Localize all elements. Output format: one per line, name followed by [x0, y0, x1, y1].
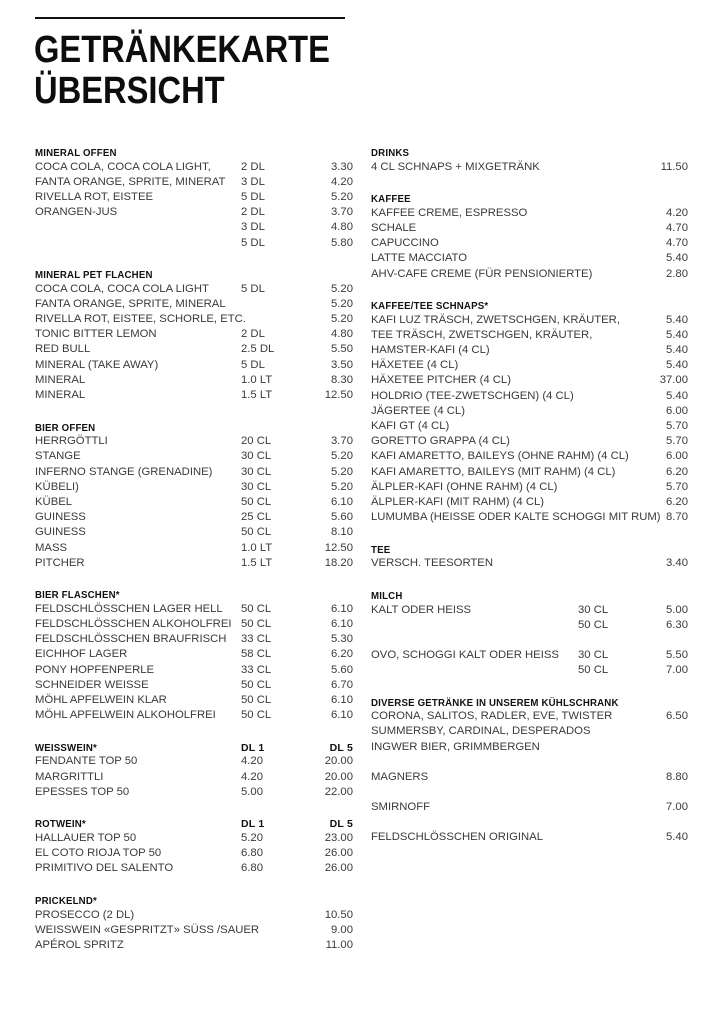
- item-name: LATTE MACCIATO: [371, 252, 468, 265]
- item-name: HÄXETEE (4 CL): [371, 359, 459, 372]
- menu-item-row: [35, 220, 353, 235]
- section-heading: [35, 738, 353, 754]
- section-heading: [371, 693, 688, 709]
- menu-item-row: [35, 357, 353, 372]
- menu-item-row: [35, 754, 353, 769]
- section-diverse: [371, 693, 688, 845]
- item-name: EPESSES TOP 50: [35, 785, 130, 798]
- item-size: 4.20: [241, 770, 263, 783]
- item-name: APÉROL SPRITZ: [35, 938, 124, 951]
- item-name: FELDSCHLÖSSCHEN ALKOHOLFREI: [35, 618, 232, 631]
- item-name: KAFI AMARETTO, BAILEYS (MIT RAHM) (4 CL): [371, 465, 616, 478]
- section-heading: [35, 585, 353, 601]
- menu-item-row: [371, 434, 688, 449]
- menu-item-row: [35, 464, 353, 479]
- menu-item-row: [35, 632, 353, 647]
- item-name: EICHHOF LAGER: [35, 648, 128, 661]
- menu-item-row: [35, 769, 353, 784]
- item-name: KAFI AMARETTO, BAILEYS (OHNE RAHM) (4 CL): [371, 450, 629, 463]
- item-name: RIVELLA ROT, EISTEE, SCHORLE, ETC.: [35, 313, 246, 326]
- item-name: JÄGERTEE (4 CL): [371, 404, 465, 417]
- menu-item-row: [371, 479, 688, 494]
- item-price: 11.50: [660, 160, 688, 173]
- menu-item-row: [35, 784, 353, 799]
- item-size: 1.0 LT: [241, 541, 273, 554]
- section-mineral-pet-flaschen: [35, 265, 353, 403]
- section-title: KAFFEE/TEE SCHNAPS*: [371, 300, 489, 313]
- item-price: 5.30: [331, 633, 353, 646]
- item-price: 9.00: [331, 923, 353, 936]
- item-name: FANTA ORANGE, SPRITE, MINERAL: [35, 297, 226, 310]
- spacer: [371, 815, 688, 830]
- item-size: 50 CL: [241, 694, 272, 707]
- item-price: 12.50: [324, 541, 353, 554]
- section-title: DRINKS: [371, 147, 410, 159]
- menu-item-row: [371, 449, 688, 464]
- item-name: PONY HOPFENPERLE: [35, 663, 155, 676]
- item-size: 1.0 LT: [241, 373, 273, 386]
- item-size: 50 CL: [241, 709, 272, 722]
- item-price: 5.20: [331, 282, 353, 295]
- item-price: 5.20: [331, 465, 353, 478]
- menu-item-row: [371, 556, 688, 571]
- item-name: RED BULL: [35, 343, 91, 356]
- item-name: STANGE: [35, 450, 81, 463]
- item-name: GUINESS: [35, 511, 86, 524]
- item-name: SCHALE: [371, 221, 417, 234]
- item-price: 6.20: [666, 495, 688, 508]
- menu-item-row: [371, 617, 688, 632]
- item-size: 50 CL: [578, 618, 609, 631]
- section-title: WEISSWEIN*: [35, 741, 97, 754]
- item-name: KALT ODER HEISS: [371, 603, 472, 616]
- item-price: 7.00: [666, 801, 688, 814]
- item-name: ÄLPLER-KAFI (OHNE RAHM) (4 CL): [371, 480, 558, 493]
- item-size: 30 CL: [241, 465, 272, 478]
- section-prickelnd: [35, 891, 353, 953]
- section-mineral-offen: [35, 143, 353, 250]
- section-weisswein: [35, 738, 353, 800]
- menu-item-row: [371, 709, 688, 724]
- item-price: 4.20: [331, 175, 353, 188]
- item-name: GUINESS: [35, 526, 86, 539]
- item-name: RIVELLA ROT, EISTEE: [35, 190, 154, 203]
- item-size: 30 CL: [578, 648, 609, 661]
- menu-item-row: [35, 327, 353, 342]
- menu-item-row: [35, 830, 353, 845]
- menu-item-row: [35, 708, 353, 723]
- section-title: MINERAL PET FLACHEN: [35, 269, 153, 282]
- section-title: MINERAL OFFEN: [35, 147, 117, 159]
- spacer: [371, 784, 688, 799]
- item-price: 18.20: [324, 556, 353, 569]
- item-name: FELDSCHLÖSSCHEN LAGER HELL: [35, 602, 223, 615]
- left-column: [35, 143, 353, 968]
- section-heading: [371, 143, 688, 159]
- item-price: 6.10: [331, 694, 353, 707]
- item-size: 50 CL: [241, 678, 272, 691]
- spacer: [371, 754, 688, 769]
- section-kaffee-tee-schnaps: [371, 296, 688, 525]
- menu-item-row: [35, 937, 353, 952]
- item-name: CAPUCCINO: [371, 237, 439, 250]
- item-size: 2 DL: [241, 160, 265, 173]
- menu-item-row: [371, 663, 688, 678]
- item-name: COCA COLA, COCA COLA LIGHT,: [35, 160, 211, 173]
- item-name: OVO, SCHOGGI KALT ODER HEISS: [371, 648, 559, 661]
- item-size: 2 DL: [241, 206, 265, 219]
- section-heading: [35, 265, 353, 281]
- section-title: KAFFEE: [371, 193, 411, 206]
- item-size: 58 CL: [241, 648, 272, 661]
- item-name: KÜBEL: [35, 495, 73, 508]
- item-size: 2.5 DL: [241, 343, 275, 356]
- item-price: 6.50: [666, 710, 688, 723]
- item-size: 2 DL: [241, 328, 265, 341]
- menu-item-row: [35, 235, 353, 250]
- section-title: BIER OFFEN: [35, 421, 96, 434]
- menu-item-row: [371, 602, 688, 617]
- menu-item-row: [371, 403, 688, 418]
- title-line-1: GETRÄNKEKARTE: [34, 29, 330, 71]
- item-price: 5.60: [331, 663, 353, 676]
- column-header-dl1: DL 1: [241, 741, 265, 754]
- section-title: BIER FLASCHEN*: [35, 589, 120, 602]
- item-name: HERRGÖTTLI: [35, 435, 108, 448]
- item-size: 3 DL: [241, 221, 265, 234]
- menu-item-row: [371, 236, 688, 251]
- item-name: GORETTO GRAPPA (4 CL): [371, 435, 510, 448]
- menu-item-row: [35, 342, 353, 357]
- item-name: HALLAUER TOP 50: [35, 831, 137, 844]
- item-price: 3.70: [331, 435, 353, 448]
- menu-item-row: [35, 555, 353, 570]
- item-size: 20 CL: [241, 435, 272, 448]
- item-price: 5.40: [666, 252, 688, 265]
- menu-item-row: [35, 189, 353, 204]
- item-price: 5.40: [666, 313, 688, 326]
- item-name: KAFFEE CREME, ESPRESSO: [371, 206, 528, 219]
- menu-item-row: [371, 373, 688, 388]
- item-size: 50 CL: [241, 602, 272, 615]
- section-heading: [35, 814, 353, 830]
- section-title: ROTWEIN*: [35, 818, 86, 831]
- item-size: 30 CL: [241, 480, 272, 493]
- item-price: 12.50: [324, 389, 353, 402]
- item-price: 8.10: [331, 526, 353, 539]
- item-price: 4.70: [666, 221, 688, 234]
- item-price: 20.00: [324, 755, 353, 768]
- menu-item-row: [371, 799, 688, 814]
- menu-item-row: [371, 647, 688, 662]
- menu-item-row: [35, 662, 353, 677]
- menu-item-row: [371, 220, 688, 235]
- menu-item-row: [371, 494, 688, 509]
- item-size: 5.00: [241, 785, 263, 798]
- item-price: 6.10: [331, 618, 353, 631]
- section-bier-offen: [35, 418, 353, 571]
- menu-item-row: [371, 769, 688, 784]
- menu-item-row: [35, 479, 353, 494]
- item-price: 5.70: [666, 435, 688, 448]
- item-price: 5.20: [331, 313, 353, 326]
- menu-item-row: [371, 358, 688, 373]
- item-price: 26.00: [324, 862, 353, 875]
- item-name: PITCHER: [35, 556, 85, 569]
- item-name: FELDSCHLÖSSCHEN BRAUFRISCH: [35, 633, 227, 646]
- item-price: 8.70: [666, 511, 688, 524]
- item-size: 1.5 LT: [241, 389, 273, 402]
- menu-item-row: [35, 647, 353, 662]
- item-price: 5.20: [331, 297, 353, 310]
- item-price: 6.10: [331, 602, 353, 615]
- menu-item-row: [371, 388, 688, 403]
- item-price: 11.00: [325, 938, 353, 951]
- item-size: 30 CL: [578, 603, 609, 616]
- item-price: 26.00: [324, 847, 353, 860]
- menu-item-row: [35, 510, 353, 525]
- item-size: 25 CL: [241, 511, 272, 524]
- section-heading: [35, 891, 353, 907]
- item-price: 3.70: [331, 206, 353, 219]
- item-price: 4.80: [331, 221, 353, 234]
- item-name: LUMUMBA (HEISSE ODER KALTE SCHOGGI MIT RUM): [371, 511, 661, 524]
- menu-item-row: [35, 861, 353, 876]
- menu-item-row: [371, 327, 688, 342]
- item-size: 50 CL: [241, 495, 272, 508]
- item-name: MARGRITTLI: [35, 770, 104, 783]
- item-name: FANTA ORANGE, SPRITE, MINERAT: [35, 175, 226, 188]
- item-price: 5.20: [331, 450, 353, 463]
- item-name: HAMSTER-KAFI (4 CL): [371, 344, 490, 357]
- menu-item-row: [371, 343, 688, 358]
- item-size: 1.5 LT: [241, 556, 273, 569]
- item-price: 6.20: [666, 465, 688, 478]
- item-size: 30 CL: [241, 450, 272, 463]
- right-column: [371, 143, 688, 860]
- item-price: 4.70: [666, 237, 688, 250]
- item-price: 10.50: [324, 908, 353, 921]
- menu-item-row: [35, 312, 353, 327]
- menu-item-row: [35, 174, 353, 189]
- item-name: HOLDRIO (TEE-ZWETSCHGEN) (4 CL): [371, 389, 574, 402]
- page-title: [34, 30, 330, 112]
- item-price: 6.70: [331, 678, 353, 691]
- item-name: HÄXETEE PITCHER (4 CL): [371, 374, 511, 387]
- spacer: [371, 632, 688, 647]
- item-size: 6.80: [241, 847, 263, 860]
- column-header-dl1: DL 1: [241, 818, 265, 831]
- item-price: 5.40: [666, 344, 688, 357]
- menu-item-row: [371, 739, 688, 754]
- menu-item-row: [35, 907, 353, 922]
- item-price: 6.10: [331, 495, 353, 508]
- section-title: DIVERSE GETRÄNKE IN UNSEREM KÜHLSCHRANK: [371, 696, 619, 709]
- item-name: KÜBELI): [35, 480, 79, 493]
- item-size: 5 DL: [241, 282, 265, 295]
- item-name: TONIC BITTER LEMON: [35, 328, 157, 341]
- menu-item-row: [371, 464, 688, 479]
- item-price: 6.10: [331, 709, 353, 722]
- menu-item-row: [371, 830, 688, 845]
- section-heading: [371, 296, 688, 312]
- item-name: EL COTO RIOJA TOP 50: [35, 847, 162, 860]
- section-heading: [371, 586, 688, 602]
- section-title: MILCH: [371, 589, 403, 602]
- item-name: ORANGEN-JUS: [35, 206, 118, 219]
- menu-item-row: [35, 387, 353, 402]
- section-tee: [371, 540, 688, 571]
- menu-item-row: [35, 540, 353, 555]
- item-name: MÖHL APFELWEIN ALKOHOLFREI: [35, 709, 216, 722]
- item-name: INFERNO STANGE (GRENADINE): [35, 465, 213, 478]
- item-name: COCA COLA, COCA COLA LIGHT: [35, 282, 209, 295]
- menu-item-row: [35, 281, 353, 296]
- menu-item-row: [35, 449, 353, 464]
- column-header-dl5: DL 5: [329, 741, 353, 754]
- item-name: VERSCH. TEESORTEN: [371, 557, 493, 570]
- item-name: FELDSCHLÖSSCHEN ORIGINAL: [371, 831, 544, 844]
- menu-item-row: [35, 205, 353, 220]
- item-price: 5.80: [331, 236, 353, 249]
- menu-item-row: [35, 601, 353, 616]
- item-price: 5.60: [331, 511, 353, 524]
- item-name: MINERAL: [35, 373, 86, 386]
- menu-item-row: [35, 922, 353, 937]
- menu-item-row: [371, 418, 688, 433]
- item-price: 5.70: [666, 420, 688, 433]
- item-size: 50 CL: [578, 664, 609, 677]
- section-heading: [35, 418, 353, 434]
- item-price: 3.30: [331, 160, 353, 173]
- item-price: 5.50: [331, 343, 353, 356]
- section-title: TEE: [371, 543, 391, 556]
- item-name: MINERAL (TAKE AWAY): [35, 358, 159, 371]
- item-price: 20.00: [324, 770, 353, 783]
- item-name: ÄLPLER-KAFI (MIT RAHM) (4 CL): [371, 495, 545, 508]
- item-price: 7.00: [666, 664, 688, 677]
- item-name: INGWER BIER, GRIMMBERGEN: [371, 740, 540, 753]
- section-title: PRICKELND*: [35, 894, 97, 907]
- column-header-dl5: DL 5: [329, 818, 353, 831]
- item-size: 5.20: [241, 831, 263, 844]
- item-price: 6.20: [331, 648, 353, 661]
- title-line-2: ÜBERSICHT: [34, 70, 225, 112]
- menu-item-row: [371, 266, 688, 281]
- item-name: AHV-CAFE CREME (FÜR PENSIONIERTE): [371, 267, 593, 280]
- item-price: 6.00: [666, 450, 688, 463]
- item-size: 33 CL: [241, 633, 272, 646]
- item-price: 3.40: [666, 557, 688, 570]
- item-size: 3 DL: [241, 175, 265, 188]
- menu-item-row: [371, 205, 688, 220]
- item-size: 33 CL: [241, 663, 272, 676]
- item-price: 3.50: [331, 358, 353, 371]
- item-price: 4.20: [666, 206, 688, 219]
- item-name: KAFI LUZ TRÄSCH, ZWETSCHGEN, KRÄUTER,: [371, 313, 620, 326]
- menu-item-row: [371, 251, 688, 266]
- section-heading: [371, 189, 688, 205]
- item-name: SCHNEIDER WEISSE: [35, 678, 149, 691]
- item-name: 4 CL SCHNAPS + MIXGETRÄNK: [371, 160, 540, 173]
- section-drinks: [371, 143, 688, 174]
- top-rule: [35, 17, 345, 19]
- item-name: TEE TRÄSCH, ZWETSCHGEN, KRÄUTER,: [371, 328, 593, 341]
- item-name: PRIMITIVO DEL SALENTO: [35, 862, 174, 875]
- menu-item-row: [35, 677, 353, 692]
- section-heading: [371, 540, 688, 556]
- item-name: SUMMERSBY, CARDINAL, DESPERADOS: [371, 725, 591, 738]
- section-milch: [371, 586, 688, 678]
- item-price: 5.70: [666, 480, 688, 493]
- menu-item-row: [35, 296, 353, 311]
- section-rotwein: [35, 814, 353, 876]
- menu-item-row: [35, 434, 353, 449]
- item-size: 50 CL: [241, 526, 272, 539]
- item-price: 5.00: [666, 603, 688, 616]
- menu-item-row: [371, 724, 688, 739]
- item-price: 6.00: [666, 404, 688, 417]
- item-name: CORONA, SALITOS, RADLER, EVE, TWISTER: [371, 710, 613, 723]
- item-name: SMIRNOFF: [371, 801, 430, 814]
- item-price: 5.40: [666, 359, 688, 372]
- item-name: MAGNERS: [371, 770, 429, 783]
- menu-item-row: [35, 692, 353, 707]
- item-name: MASS: [35, 541, 68, 554]
- item-price: 5.40: [666, 831, 688, 844]
- item-name: MÖHL APFELWEIN KLAR: [35, 694, 167, 707]
- menu-item-row: [371, 159, 688, 174]
- section-kaffee: [371, 189, 688, 281]
- item-price: 5.40: [666, 389, 688, 402]
- item-size: 5 DL: [241, 236, 265, 249]
- menu-item-row: [371, 312, 688, 327]
- menu-item-row: [35, 617, 353, 632]
- item-size: 5 DL: [241, 358, 265, 371]
- menu-item-row: [35, 846, 353, 861]
- item-price: 2.80: [666, 267, 688, 280]
- menu-item-row: [35, 159, 353, 174]
- item-price: 5.50: [666, 648, 688, 661]
- menu-item-row: [35, 525, 353, 540]
- item-size: 4.20: [241, 755, 263, 768]
- item-price: 4.80: [331, 328, 353, 341]
- item-size: 50 CL: [241, 618, 272, 631]
- item-name: MINERAL: [35, 389, 86, 402]
- item-price: 22.00: [324, 785, 353, 798]
- item-price: 37.00: [659, 374, 688, 387]
- item-price: 23.00: [324, 831, 353, 844]
- item-name: PROSECCO (2 DL): [35, 908, 135, 921]
- item-size: 5 DL: [241, 190, 265, 203]
- item-price: 5.20: [331, 480, 353, 493]
- item-price: 5.20: [331, 190, 353, 203]
- item-price: 5.40: [666, 328, 688, 341]
- item-size: 6.80: [241, 862, 263, 875]
- item-name: FENDANTE TOP 50: [35, 755, 138, 768]
- item-price: 8.80: [666, 770, 688, 783]
- menu-item-row: [371, 510, 688, 525]
- item-name: WEISSWEIN «GESPRITZT» SÜSS /SAUER: [35, 923, 260, 936]
- item-name: KAFI GT (4 CL): [371, 420, 450, 433]
- menu-item-row: [35, 372, 353, 387]
- item-price: 8.30: [331, 373, 353, 386]
- section-heading: [35, 143, 353, 159]
- section-bier-flaschen: [35, 585, 353, 723]
- menu-item-row: [35, 494, 353, 509]
- item-price: 6.30: [666, 618, 688, 631]
